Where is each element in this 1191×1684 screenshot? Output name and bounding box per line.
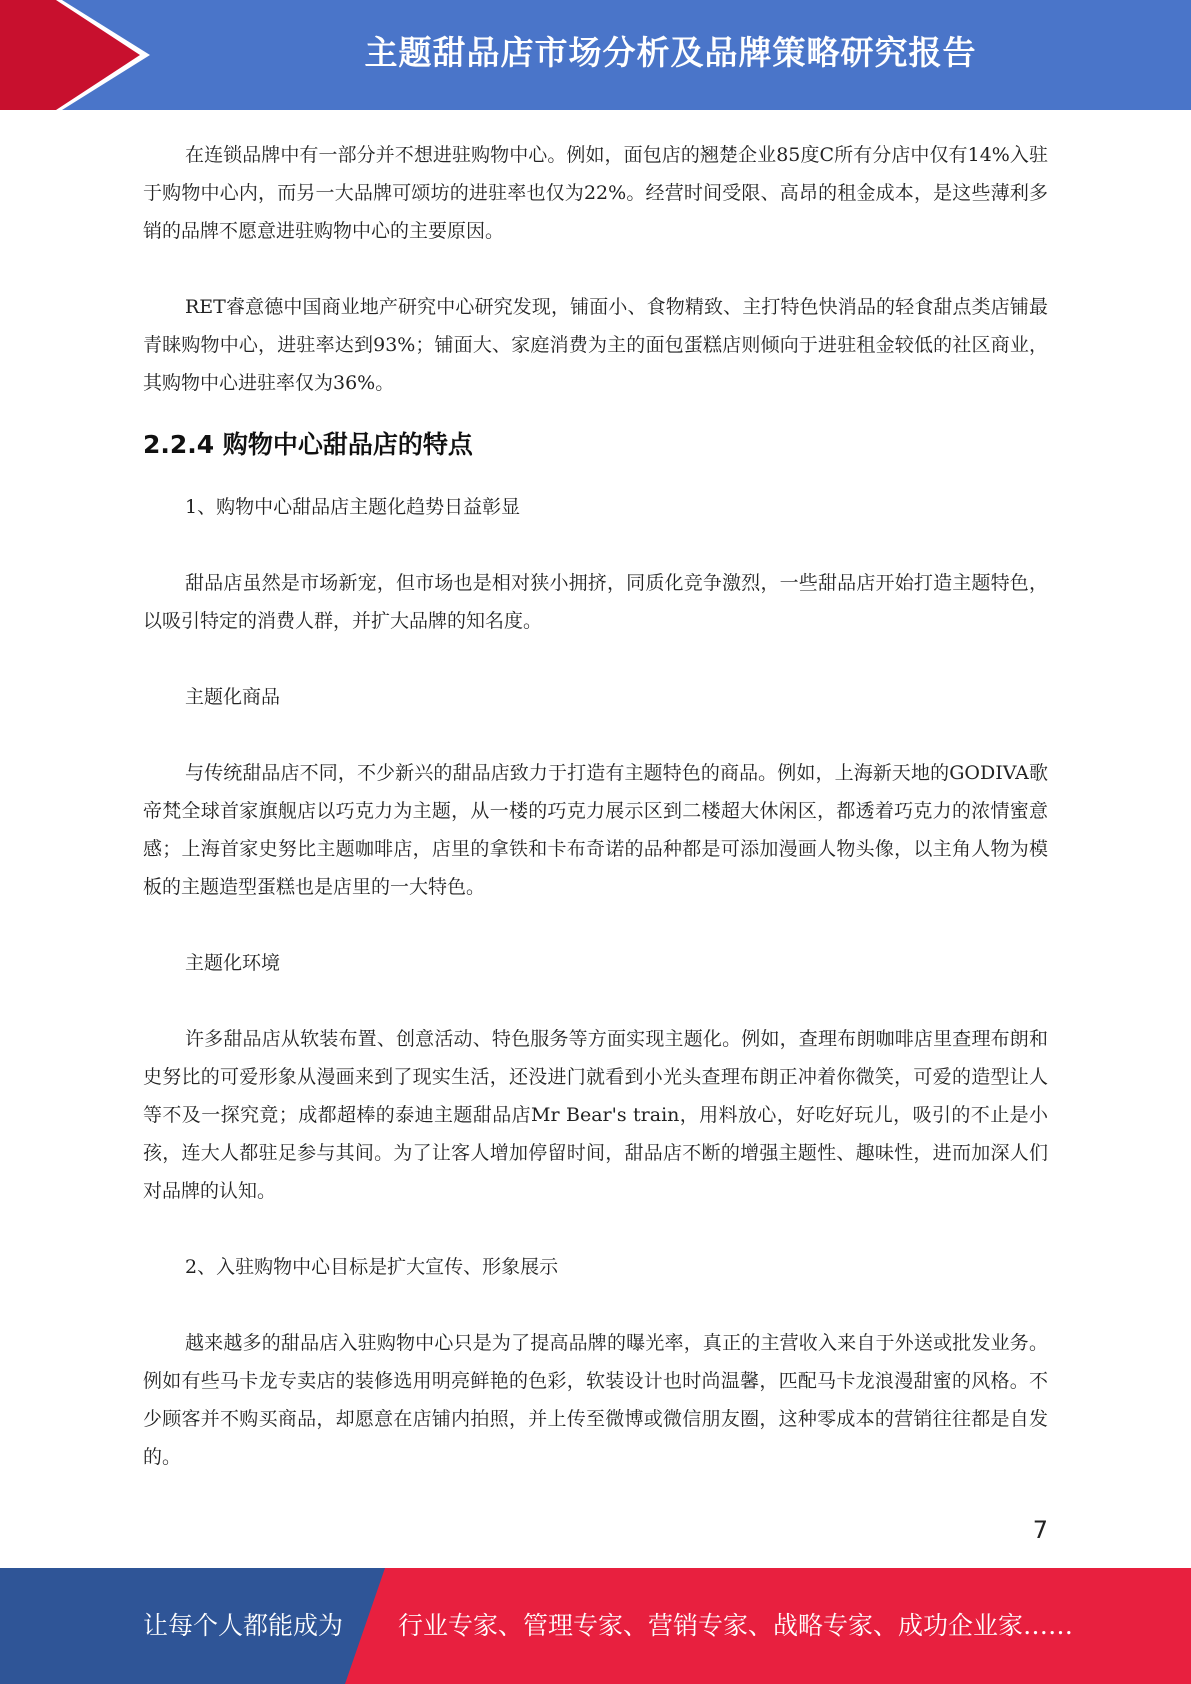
paragraph-themed-products: 与传统甜品店不同，不少新兴的甜品店致力于打造有主题特色的商品。例如，上海新天地的GODIVA歌帝梵全球首家旗舰店以巧克力为主题，从一楼的巧克力展示区到二楼超大休闲区，都透着巧克力的浓情蜜意感；上海首家史努比主题咖啡店，店里的拿铁和卡布奇诺的品种都是可添加漫画人物头像，以主角人物为模板的主题造型蛋糕也是店里的一大特色。 — [143, 762, 1048, 898]
footer-slogan-left: 让每个人都能成为 — [143, 1611, 344, 1640]
page-footer — [0, 1568, 1191, 1684]
header-chevron-icon — [0, 0, 160, 110]
paragraph-themed-environment: 许多甜品店从软装布置、创意活动、特色服务等方面实现主题化。例如，查理布朗咖啡店里查理布朗和史努比的可爱形象从漫画来到了现实生活，还没进门就看到小光头查理布朗正冲着你微笑，可爱的造型让人等不及一探究竟；成都超棒的泰迪主题甜品店Mr Bear's train，用料放心，好吃好玩儿，吸引的不止是小孩，连大人都驻足参与其间。为了让客人增加停留时间，甜品店不断的增强主题性、趣味性，进而加深人们对品牌的认知。 — [143, 1028, 1048, 1202]
list-item-1: 1、购物中心甜品店主题化趋势日益彰显 — [185, 496, 521, 518]
paragraph-brand-exposure: 越来越多的甜品店入驻购物中心只是为了提高品牌的曝光率，真正的主营收入来自于外送或批发业务。例如有些马卡龙专卖店的装修选用明亮鲜艳的色彩，软装设计也时尚温馨，匹配马卡龙浪漫甜蜜的风格。不少顾客并不购买商品，却愿意在店铺内拍照，并上传至微博或微信朋友圈，这种零成本的营销往往都是自发的。 — [143, 1332, 1048, 1468]
subheading-themed-products: 主题化商品 — [185, 686, 281, 708]
page-header — [0, 0, 1191, 110]
paragraph-ret-research: RET睿意德中国商业地产研究中心研究发现，铺面小、食物精致、主打特色快消品的轻食甜点类店铺最青睐购物中心，进驻率达到93%；铺面大、家庭消费为主的面包蛋糕店则倾向于进驻租金较低的社区商业，其购物中心进驻率仅为36%。 — [143, 296, 1048, 394]
footer-slogan-right: 行业专家、管理专家、营销专家、战略专家、成功企业家…… — [398, 1611, 1074, 1640]
section-heading: 2.2.4 购物中心甜品店的特点 — [143, 430, 473, 459]
paragraph-theme-trend: 甜品店虽然是市场新宠，但市场也是相对狭小拥挤，同质化竞争激烈，一些甜品店开始打造主题特色，以吸引特定的消费人群，并扩大品牌的知名度。 — [143, 572, 1048, 632]
page-content — [143, 136, 1048, 1476]
paragraph-chain-brands: 在连锁品牌中有一部分并不想进驻购物中心。例如，面包店的翘楚企业85度C所有分店中仅有14%入驻于购物中心内，而另一大品牌可颂坊的进驻率也仅为22%。经营时间受限、高昂的租金成本，是这些薄利多销的品牌不愿意进驻购物中心的主要原因。 — [143, 144, 1048, 242]
list-item-2: 2、入驻购物中心目标是扩大宣传、形象展示 — [185, 1256, 559, 1278]
document-title: 主题甜品店市场分析及品牌策略研究报告 — [364, 33, 977, 72]
subheading-themed-environment: 主题化环境 — [185, 952, 281, 974]
page-number: 7 — [1032, 1516, 1048, 1544]
